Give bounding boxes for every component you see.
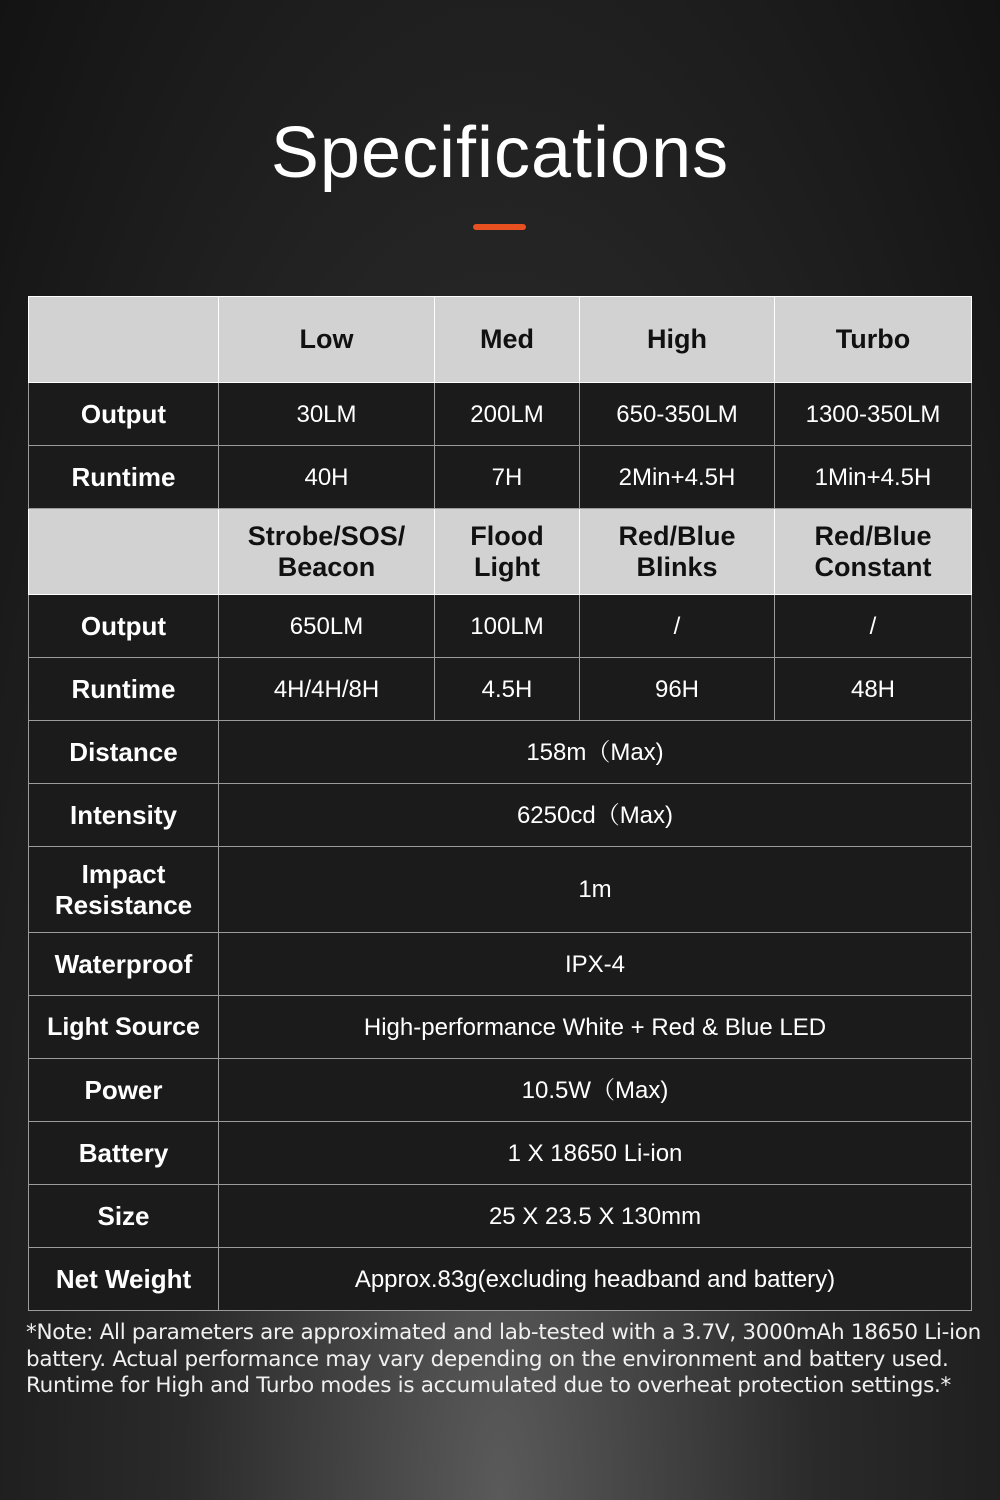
row-label: Runtime (29, 446, 219, 509)
table-row (29, 1248, 972, 1311)
value-cell: / (775, 595, 972, 658)
header-cell: Med (435, 297, 580, 383)
value-cell: 2Min+4.5H (580, 446, 775, 509)
row-label: Intensity (29, 784, 219, 847)
table-row (29, 1122, 972, 1185)
table-row (29, 996, 972, 1059)
value-cell: 650LM (219, 595, 435, 658)
header-cell: Low (219, 297, 435, 383)
value-cell: High-performance White + Red & Blue LED (219, 996, 972, 1059)
row-label: Output (29, 383, 219, 446)
value-cell: 1 X 18650 Li-ion (219, 1122, 972, 1185)
value-cell: 650-350LM (580, 383, 775, 446)
value-cell: 158m（Max) (219, 721, 972, 784)
row-label: Runtime (29, 658, 219, 721)
value-cell: 1Min+4.5H (775, 446, 972, 509)
table-row (29, 784, 972, 847)
value-cell: 4H/4H/8H (219, 658, 435, 721)
value-cell: 1300-350LM (775, 383, 972, 446)
header-cell: Red/Blue Blinks (580, 509, 775, 595)
value-cell: 30LM (219, 383, 435, 446)
special-mode-header-row (29, 509, 972, 595)
header-cell: Turbo (775, 297, 972, 383)
row-label: Output (29, 595, 219, 658)
value-cell: 200LM (435, 383, 580, 446)
value-cell: 7H (435, 446, 580, 509)
table-row (29, 658, 972, 721)
row-label: Light Source (29, 996, 219, 1059)
row-label: Battery (29, 1122, 219, 1185)
header-cell (29, 297, 219, 383)
value-cell: 96H (580, 658, 775, 721)
row-label: Size (29, 1185, 219, 1248)
table-row (29, 446, 972, 509)
value-cell: 10.5W（Max) (219, 1059, 972, 1122)
header-cell: Strobe/SOS/ Beacon (219, 509, 435, 595)
value-cell: Approx.83g(excluding headband and battery) (219, 1248, 972, 1311)
header-cell: High (580, 297, 775, 383)
row-label: Power (29, 1059, 219, 1122)
value-cell: 4.5H (435, 658, 580, 721)
value-cell: 1m (219, 847, 972, 933)
table-row (29, 595, 972, 658)
header-cell: Red/Blue Constant (775, 509, 972, 595)
table-row (29, 1059, 972, 1122)
row-label: Impact Resistance (29, 847, 219, 933)
value-cell: 25 X 23.5 X 130mm (219, 1185, 972, 1248)
spec-table (28, 296, 972, 1311)
mode-header-row (29, 297, 972, 383)
table-row (29, 847, 972, 933)
row-label: Distance (29, 721, 219, 784)
title-accent-bar (473, 224, 526, 230)
value-cell: / (580, 595, 775, 658)
row-label: Waterproof (29, 933, 219, 996)
header-cell: Flood Light (435, 509, 580, 595)
footnote: *Note: All parameters are approximated and lab-tested with a 3.7V, 3000mAh 18650 Li-ion battery. Actual performance may vary depending on the environment and battery used. Runtime for High and Turbo modes is accumulated due to overheat protection settings.* (26, 1320, 981, 1398)
table-row (29, 933, 972, 996)
page-title: Specifications (270, 113, 730, 193)
value-cell: 100LM (435, 595, 580, 658)
table-row (29, 383, 972, 446)
value-cell: 6250cd（Max) (219, 784, 972, 847)
header-cell (29, 509, 219, 595)
value-cell: 48H (775, 658, 972, 721)
table-row (29, 721, 972, 784)
value-cell: IPX-4 (219, 933, 972, 996)
table-row (29, 1185, 972, 1248)
row-label: Net Weight (29, 1248, 219, 1311)
value-cell: 40H (219, 446, 435, 509)
